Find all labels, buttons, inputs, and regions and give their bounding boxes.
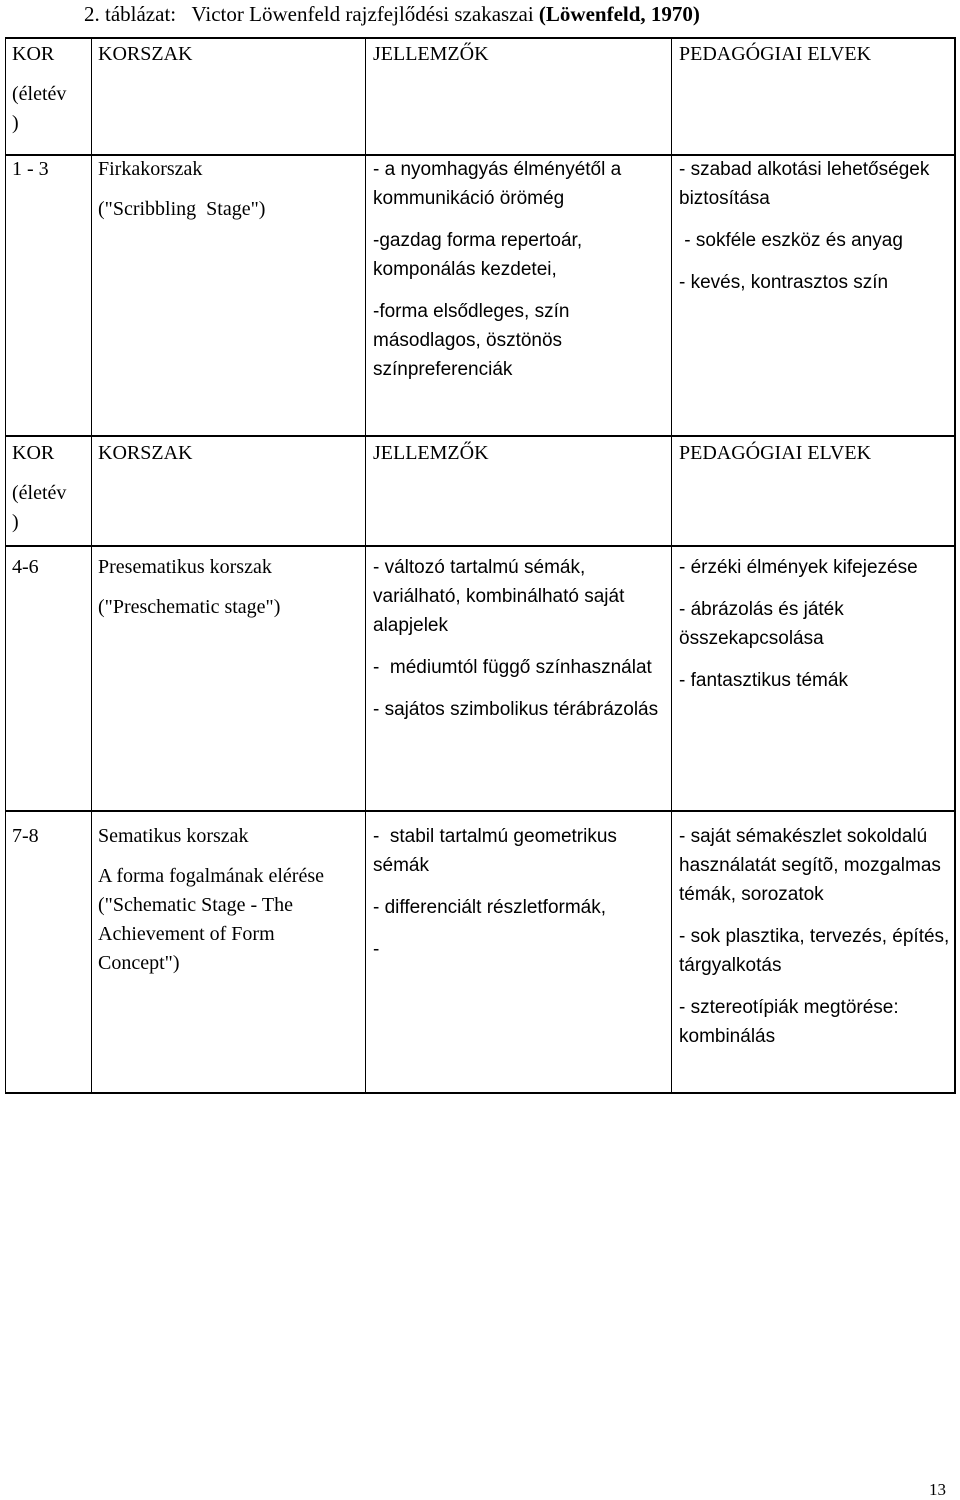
- header2-kor-line1: KOR: [12, 442, 55, 464]
- row3-trait: - stabil tartalmú geometrikus sémák: [373, 826, 623, 876]
- caption-prefix: 2. táblázat:: [84, 2, 177, 26]
- row3-principles: [679, 822, 951, 1064]
- row1-stage-english: ("Scribbling Stage"): [98, 198, 266, 220]
- row-divider: [5, 545, 956, 547]
- row2-traits: [373, 553, 669, 737]
- row2-trait: - változó tartalmú sémák, variálható, kombinálható saját alapjelek: [373, 557, 625, 636]
- column-divider: [671, 37, 672, 1094]
- row3-age: 7-8: [12, 825, 39, 847]
- row3-principle: - saját sémakészlet sokoldalú használatát segítõ, mozgalmas témák, sorozatok: [679, 826, 941, 905]
- header2-kor-line3: ): [12, 511, 19, 533]
- row2-stage-english: ("Preschematic stage"): [98, 596, 281, 618]
- header2-elvek: PEDAGÓGIAI ELVEK: [679, 442, 872, 464]
- header-kor-line3: ): [12, 112, 19, 134]
- column-divider: [365, 37, 366, 1094]
- row3-trait: -: [373, 939, 380, 960]
- row-divider: [5, 435, 956, 437]
- row1-trait: -forma elsődleges, szín másodlagos, ösztönös színpreferenciák: [373, 301, 570, 380]
- row3-principle: - sztereotípiák megtörése: kombinálás: [679, 997, 899, 1047]
- header2-jellemzok: JELLEMZŐK: [373, 442, 489, 464]
- row2-stage-name: Presematikus korszak: [98, 556, 272, 578]
- row1-traits: [373, 155, 669, 397]
- row2-principle: - ábrázolás és játék összekapcsolása: [679, 599, 844, 649]
- row2-age: 4-6: [12, 556, 39, 578]
- row1-age: 1 - 3: [12, 158, 49, 180]
- caption-source: (Löwenfeld, 1970): [538, 2, 700, 26]
- row1-trait: - a nyomhagyás élményétől a kommunikáció örömég: [373, 159, 622, 209]
- header-kor: [12, 40, 90, 138]
- header2-korszak: KORSZAK: [98, 442, 193, 464]
- row1-stage-name: Firkakorszak: [98, 158, 203, 180]
- row1-principle: - kevés, kontrasztos szín: [679, 272, 889, 293]
- header-elvek: PEDAGÓGIAI ELVEK: [679, 43, 872, 65]
- row2-principles: [679, 553, 949, 708]
- row3-stage-name: Sematikus korszak: [98, 825, 249, 847]
- row-divider: [5, 810, 956, 812]
- table-caption: [84, 2, 700, 27]
- row3-stage-english: A forma fogalmának elérése ("Schematic Stage - The Achievement of Form Concept"): [98, 865, 325, 974]
- caption-text: Victor Löwenfeld rajzfejlődési szakaszai: [191, 2, 534, 26]
- header-korszak: KORSZAK: [98, 43, 193, 65]
- header-kor-line1: KOR: [12, 43, 55, 65]
- row2-stage: [98, 553, 360, 622]
- row1-trait: -gazdag forma repertoár, komponálás kezdetei,: [373, 230, 583, 280]
- row2-trait: - sajátos szimbolikus térábrázolás: [373, 699, 659, 720]
- row2-principle: - fantasztikus témák: [679, 670, 848, 691]
- row3-stage: [98, 822, 360, 978]
- header-kor-line2: (életév: [12, 83, 67, 105]
- row1-stage: [98, 155, 360, 224]
- header2-kor-line2: (életév: [12, 482, 67, 504]
- row1-principle: - szabad alkotási lehetőségek biztosítása: [679, 159, 930, 209]
- row2-trait: - médiumtól függő színhasználat: [373, 657, 652, 678]
- row3-trait: - differenciált részletformák,: [373, 897, 607, 918]
- header-jellemzok: JELLEMZŐK: [373, 43, 489, 65]
- row1-principles: [679, 155, 949, 310]
- row3-principle: - sok plasztika, tervezés, építés, tárgyalkotás: [679, 926, 950, 976]
- header2-kor: [12, 439, 90, 537]
- row3-traits: [373, 822, 669, 977]
- row2-principle: - érzéki élmények kifejezése: [679, 557, 918, 578]
- column-divider: [91, 37, 92, 1094]
- page-number: 13: [929, 1480, 946, 1499]
- row1-principle: - sokféle eszköz és anyag: [679, 230, 903, 251]
